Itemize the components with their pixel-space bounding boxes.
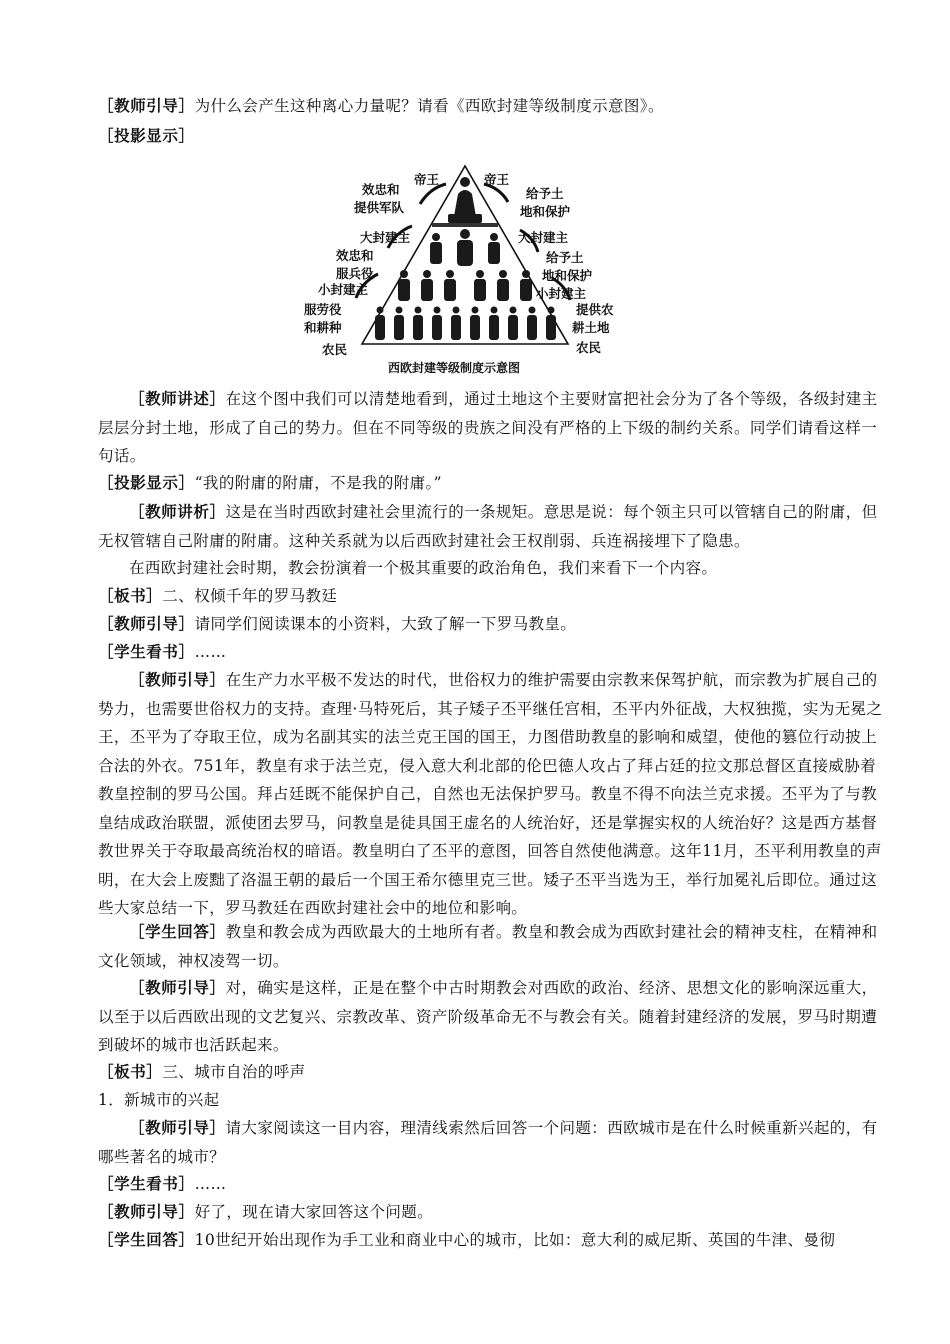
peasants-figures bbox=[375, 307, 556, 341]
paragraph-board-3 bbox=[98, 1058, 886, 1087]
paragraph-text: 对，确实是这样，正是在整个中古时期教会对西欧的政治、经济、思想文化的影响深远重大，以至于以后西欧出现的文艺复兴、宗教改革、资产阶级革命无不与教会有关。随着封建经济的发展，罗马时期遭到破坏的城市也活跃起来。 bbox=[98, 979, 878, 1054]
label-loyal-army-line1: 效忠和 bbox=[362, 182, 400, 197]
label-small-lord-left: 小封建主 bbox=[318, 282, 369, 297]
paragraph-text: 教皇和教会成为西欧最大的土地所有者。教皇和教会成为西欧封建社会的精神支柱，在精神和文化领域，神权凌驾一切。 bbox=[98, 923, 878, 970]
role-label: ［教师引导］ bbox=[129, 979, 226, 997]
label-give-land-line2: 地和保护 bbox=[520, 204, 571, 219]
role-label: ［教师引导］ bbox=[98, 97, 195, 115]
paragraph-text: 这是在当时西欧封建社会里流行的一条规矩。意思是说：每个领主只可以管辖自己的附庸，但无权管辖自己附庸的附庸。这种关系就为以后西欧封建社会王权削弱、兵连祸接埋下了隐患。 bbox=[98, 503, 878, 550]
paragraph-teacher-narration bbox=[98, 385, 886, 471]
great-lords-figures bbox=[430, 229, 500, 266]
paragraph-text: 请同学们阅读课本的小资料，大致了解一下罗马教皇。 bbox=[194, 615, 577, 633]
figure-caption: 西欧封建等级制度示意图 bbox=[388, 361, 521, 375]
small-lords-figures bbox=[398, 270, 532, 301]
paragraph-text: 在这个图中我们可以清楚地看到，通过土地这个主要财富把社会分为了各个等级，各级封建主层层分封土地，形成了自己的势力。但在不同等级的贵族之间没有严格的上下级的制约关系。同学们请看这样一句话。 bbox=[98, 390, 878, 465]
label-peasant-right: 农民 bbox=[576, 340, 602, 355]
paragraph-student-read-1 bbox=[98, 638, 886, 667]
label-loyal-service-line1: 效忠和 bbox=[336, 248, 374, 263]
paragraph-student-answer-2 bbox=[98, 1226, 886, 1255]
paragraph-text: 在西欧封建社会时期，教会扮演着一个极其重要的政治角色，我们来看下一个内容。 bbox=[129, 559, 718, 577]
paragraph-teacher-guide-5 bbox=[98, 1114, 886, 1171]
paragraph-student-answer-1 bbox=[98, 918, 886, 975]
role-label: ［学生看书］ bbox=[98, 1175, 195, 1193]
paragraph-text: “我的附庸的附庸，不是我的附庸。” bbox=[194, 474, 443, 492]
role-label: ［教师讲析］ bbox=[129, 503, 226, 521]
label-loyal-service-line2: 服兵役 bbox=[336, 266, 374, 281]
paragraph-teacher-guide-1 bbox=[98, 92, 886, 121]
label-labor-line2: 和耕种 bbox=[304, 320, 342, 335]
paragraph-teacher-analysis bbox=[98, 498, 886, 555]
label-give-land2-line1: 给予土 bbox=[546, 250, 584, 265]
paragraph-text: 好了，现在请大家回答这个问题。 bbox=[194, 1203, 434, 1221]
label-peasant-left: 农民 bbox=[322, 342, 348, 357]
role-label: ［投影显示］ bbox=[98, 127, 195, 145]
paragraph-projection-1 bbox=[98, 122, 886, 151]
paragraph-teacher-guide-2 bbox=[98, 610, 886, 639]
role-label: ［学生看书］ bbox=[98, 643, 195, 661]
role-label: ［教师引导］ bbox=[98, 615, 195, 633]
arrow-loyalty-king bbox=[420, 184, 446, 204]
role-label: ［教师引导］ bbox=[129, 1119, 226, 1137]
paragraph-text: 在生产力水平极不发达的时代，世俗权力的维护需要由宗教来保驾护航，而宗教为扩展自己的势力，也需要世俗权力的支持。查理·马特死后，其子矮子丕平继任宫相，丕平内外征战，大权独揽，实为无冕之王，丕平为了夺取王位，成为名副其实的法兰克王国的国王，力图借助教皇的影响和威望，使他的篡位行动披上合法的外衣。751年，教皇有求于法兰克，侵入意大利北部的伦巴德人攻占了拜占廷的拉文那总督区直接威胁着教皇控制的罗马公国。拜占廷既不能保护自己，自然也无法保护罗马。教皇不得不向法兰克求援。丕平为了与教皇结成政治联盟，派使团去罗马，问教皇是徒具国王虚名的人统治好，还是掌握实权的人统治好？这是西方基督教世界关于夺取最高统治权的暗语。教皇明白了丕平的意图，回答自然使他满意。这年11月，丕平利用教皇的声明，在大会上废黜了洛温王朝的最后一个国王希尔德里克三世。矮子丕平当选为王，举行加冕礼后即位。通过这些大家总结一下，罗马教廷在西欧封建社会中的地位和影响。 bbox=[98, 671, 883, 917]
label-loyal-army-line2: 提供军队 bbox=[354, 200, 405, 215]
feudal-hierarchy-diagram bbox=[300, 160, 630, 382]
label-give-land2-line2: 地和保护 bbox=[542, 268, 593, 283]
label-great-lord-left: 大封建主 bbox=[360, 230, 411, 245]
label-great-lord-right: 大封建主 bbox=[518, 230, 569, 245]
label-farm-land-line1: 提供农 bbox=[576, 302, 614, 317]
role-label: ［投影显示］ bbox=[98, 474, 195, 492]
label-small-lord-right: 小封建主 bbox=[536, 286, 587, 301]
paragraph-subheading-new-cities bbox=[98, 1086, 886, 1115]
paragraph-text: 10世纪开始出现作为手工业和商业中心的城市，比如：意大利的威尼斯、英国的牛津、曼彻 bbox=[194, 1231, 836, 1249]
label-king-right: 帝王 bbox=[484, 172, 510, 187]
paragraph-text: …… bbox=[194, 1175, 227, 1193]
role-label: ［教师引导］ bbox=[98, 1203, 195, 1221]
paragraph-board-2 bbox=[98, 582, 886, 611]
paragraph-text: …… bbox=[194, 643, 227, 661]
role-label: ［学生回答］ bbox=[98, 1231, 195, 1249]
feudal-pyramid-illustration bbox=[300, 160, 630, 382]
king-figure bbox=[448, 177, 482, 223]
paragraph-text: 三、城市自治的呼声 bbox=[162, 1063, 306, 1081]
paragraph-teacher-guide-4 bbox=[98, 974, 886, 1060]
paragraph-transition bbox=[98, 554, 886, 583]
label-farm-land-line2: 耕土地 bbox=[572, 320, 610, 335]
label-king-left: 帝王 bbox=[414, 172, 440, 187]
role-label: ［板书］ bbox=[98, 1063, 163, 1081]
paragraph-student-read-2 bbox=[98, 1170, 886, 1199]
role-label: ［学生回答］ bbox=[129, 923, 226, 941]
paragraph-text: 1．新城市的兴起 bbox=[98, 1091, 220, 1109]
role-label: ［教师讲述］ bbox=[129, 390, 226, 408]
paragraph-text: 二、权倾千年的罗马教廷 bbox=[162, 587, 338, 605]
role-label: ［板书］ bbox=[98, 587, 163, 605]
label-labor-line1: 服劳役 bbox=[304, 302, 342, 317]
paragraph-text: 为什么会产生这种离心力量呢？请看《西欧封建等级制度示意图》。 bbox=[194, 97, 664, 115]
paragraph-text: 请大家阅读这一目内容，理清线索然后回答一个问题：西欧城市是在什么时候重新兴起的，有哪些著名的城市？ bbox=[98, 1119, 878, 1166]
paragraph-projection-2 bbox=[98, 469, 886, 498]
tier-divider bbox=[432, 223, 498, 227]
paragraph-teacher-guide-3 bbox=[98, 666, 886, 923]
paragraph-teacher-guide-6 bbox=[98, 1198, 886, 1227]
role-label: ［教师引导］ bbox=[129, 671, 226, 689]
label-give-land-line1: 给予土 bbox=[526, 186, 564, 201]
